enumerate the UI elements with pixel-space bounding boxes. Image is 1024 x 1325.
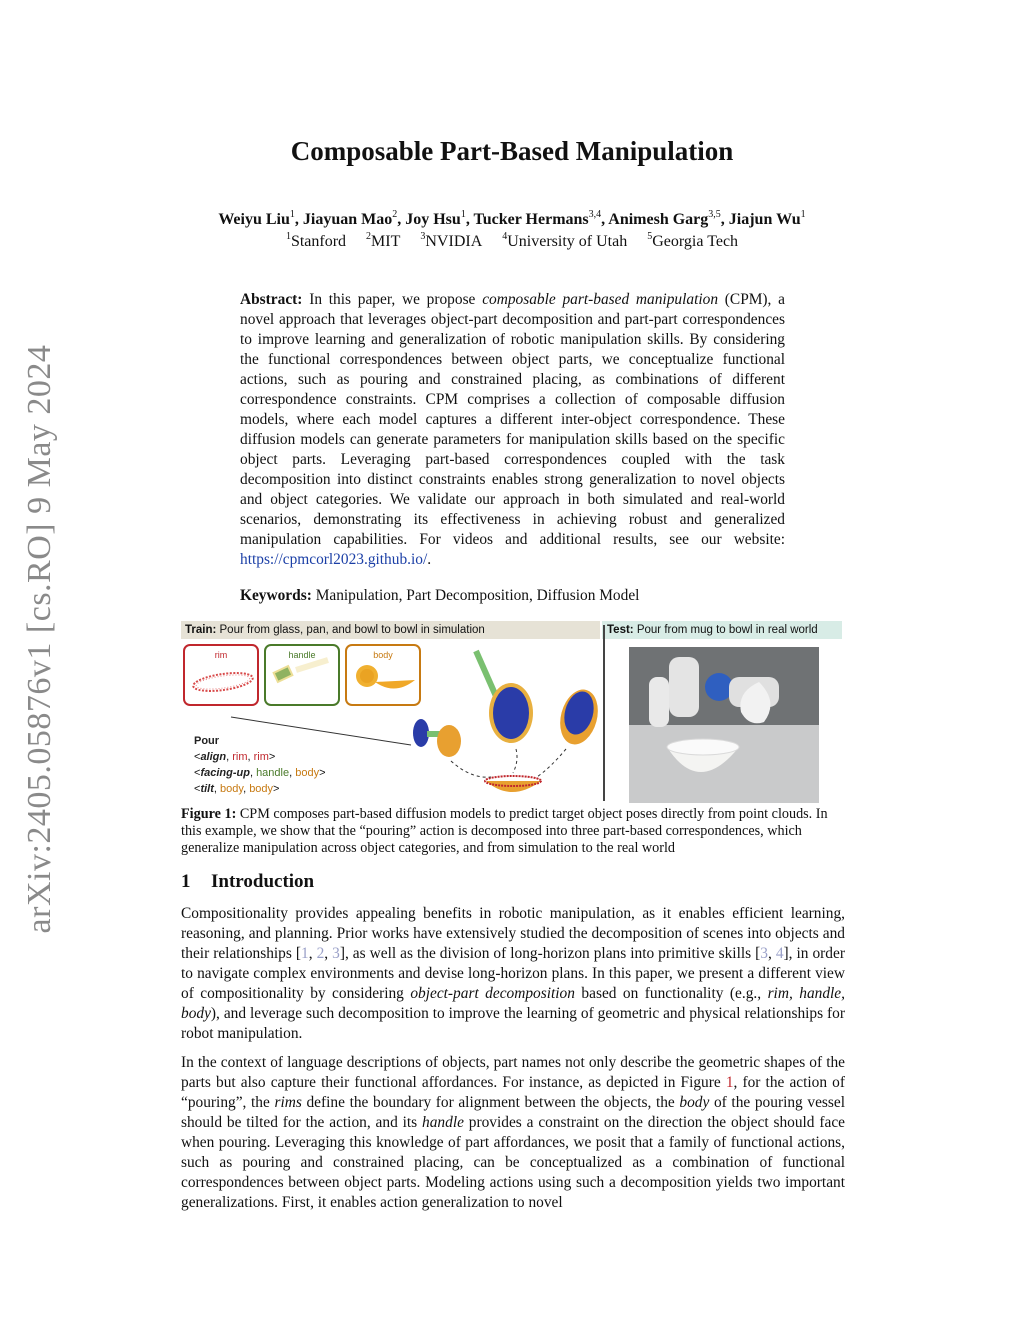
affiliation: $^2$MIT [366,231,401,250]
section-heading: 1 Introduction [181,871,315,892]
figure-caption: Figure 1: CPM composes part-based diffusion models to predict target object poses directly from point clouds. In this example, we show that the “pouring” action is decomposed into three part-based correspondences, which generalize manipulation across object categories, and from simulation to the real world [181,806,828,856]
paper-title: Composable Part-Based Manipulation [290,136,734,166]
real-world-photo [629,647,819,803]
citation-link[interactable]: 3 [332,945,340,962]
affiliation: $^3$NVIDIA [420,231,483,250]
author: Jiajun Wu [728,211,801,228]
rim-part-box: rim [183,644,259,706]
intro-paragraph-1: Compositionality provides appealing benefits in robotic manipulation, as it enables efficient learning, reasoning, and planning. Prior works have extensively studied the decomposition of scenes into objects and their relationships [1, 2, 3], as well as the division of long-horizon plans into primitive skills [3, 4], in order to navigate complex environments and devise long-horizon plans. In this paper, we present a different view of compositionality by considering object-part decomposition based on functionality (e.g., rim, handle, body), and leverage such decomposition to improve the learning of geometric and physical relationships for robot manipulation. [181,905,845,1042]
figure-divider [603,625,605,801]
train-header: Train: Pour from glass, pan, and bowl to bowl in simulation [181,621,600,639]
arxiv-stamp: arXiv:2405.05876v1 [cs.RO] 9 May 2024 [21,344,58,934]
affiliation: $^4$University of Utah [502,231,628,250]
citation-link[interactable]: 3 [760,945,768,962]
figure-1 [181,621,845,804]
author: Animesh Garg [608,211,709,228]
affiliation: $^1$Stanford [285,231,347,250]
robot-pouring-image [629,647,819,803]
citation-link[interactable]: 2 [316,945,325,962]
intro-paragraph-2: In the context of language descriptions of objects, part names not only describe the geometric shapes of the parts but also capture their functional affordances. For instance, as depicted in Figure 1, for the action of “pouring”, the rims define the boundary for alignment between the objects, the body of the pouring vessel should be tilted for the action, and its handle provides a constraint on the direction the object should face when pouring. Leveraging this knowledge of part affordances, we posit that a family of functional actions, such as pouring and constrained placing, can be conceptualized as a combination of functional correspondences between object parts. Modeling actions using such a decomposition yields two important generalizations. First, it enables action generalization to novel [181,1054,845,1211]
pour-constraints: Pour <align, rim, rim> <facing-up, handle, body> <tilt, body, body> [194,735,326,795]
affiliation: $^5$Georgia Tech [647,231,739,250]
figure-reference-link[interactable]: 1 [725,1074,734,1091]
abstract: Abstract: In this paper, we propose composable part-based manipulation (CPM), a novel approach that leverages object-part decomposition and part-part correspondences to improve learning and generalization of robotic manipulation skills. By considering the functional correspondences between object parts, we conceptualize functional actions, such as pouring and constrained placing, as combinations of different correspondence constraints. CPM comprises a collection of composable diffusion models, where each model captures a different inter-object correspondence. These diffusion models can generate parameters for manipulation skills based on the specific object parts. Leveraging part-based correspondences coupled with the task decomposition into distinct constraints enables strong generalization to novel objects and object categories. We validate our approach in both simulated and real-world scenarios, demonstrating its effectiveness in achieving robust and generalized manipulation capabilities. For videos and additional results, see our website: https://cpmcorl2023.github.io/. [240,291,786,568]
affiliation-list [0,233,1024,251]
author: Jiayuan Mao [302,211,393,228]
keywords: Keywords: Manipulation, Part Decomposition, Diffusion Model [240,587,640,604]
citation-link[interactable]: 4 [775,945,784,962]
website-link[interactable]: https://cpmcorl2023.github.io/ [240,551,428,568]
author: Tucker Hermans [473,211,589,228]
handle-part-box: handle [264,644,340,706]
abstract-label: Abstract: [240,291,303,308]
test-header: Test: Pour from mug to bowl in real world [602,621,842,639]
author-list: Weiyu Liu$^1$, Jiayuan Mao$^2$, Joy Hsu$^1$, Tucker Hermans$^{3,4}$, Animesh Garg$^{3,5}$, Jiajun Wu$^1$ [218,209,806,228]
author: Weiyu Liu [218,211,290,228]
citation-link[interactable]: 1 [301,945,309,962]
body-part-box: body [345,644,421,706]
author: Joy Hsu [405,211,461,228]
